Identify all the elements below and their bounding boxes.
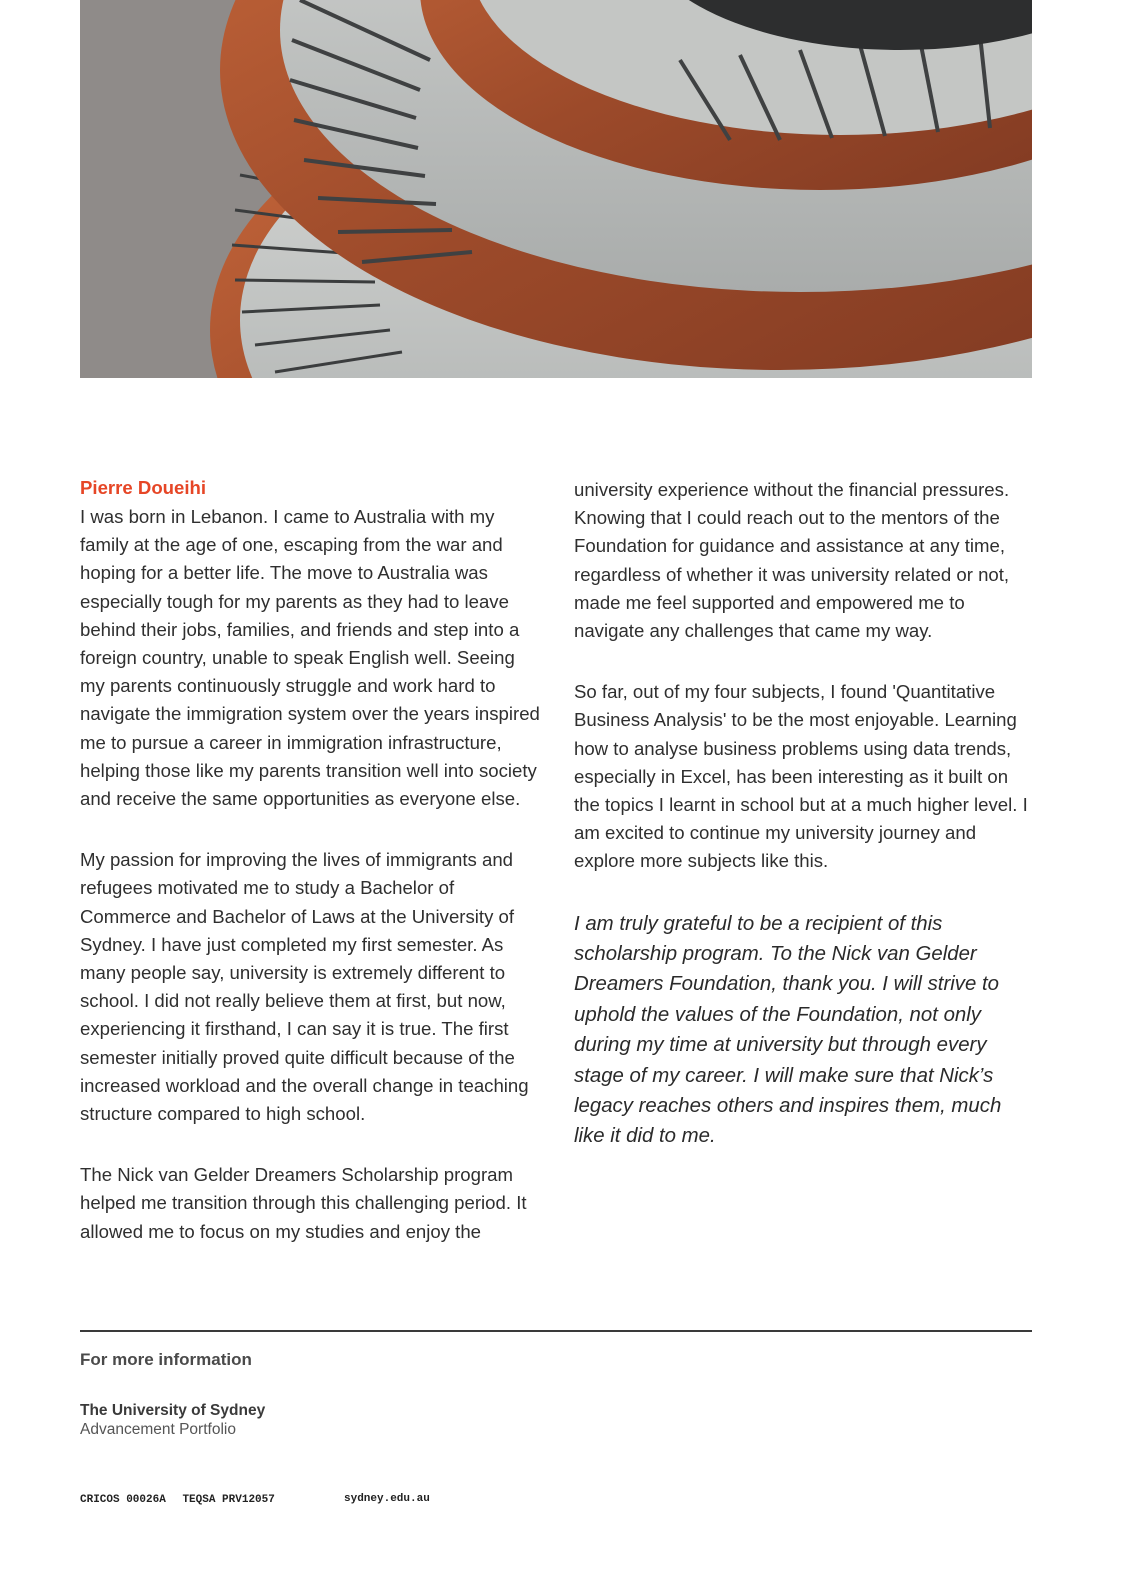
hero-image: [80, 0, 1032, 378]
cricos-code: CRICOS 00026A: [80, 1494, 166, 1506]
closing-quote: I am truly grateful to be a recipient of this scholarship program. To the Nick van Gelder Dreamers Foundation, thank you. I will strive to uphold the values of the Foundation, not only during my time at university but through every stage of my career. I will make sure that Nick’s legacy reaches others and inspires them, much like it did to me.: [574, 912, 1002, 1148]
spiral-staircase-illustration: [80, 0, 1032, 378]
paragraph: So far, out of my four subjects, I found 'Quantitative Business Analysis' to be the most enjoyable. Learning how to analyse business problems using data trends, especially in Excel, has been interesting as it built on the topics I learnt in school but at a much higher level. I am excited to continue my university journey and explore more subjects like this.: [574, 681, 1028, 872]
article-right-column: [574, 476, 1034, 1185]
paragraph: university experience without the financial pressures. Knowing that I could reach out to the mentors of the Foundation for guidance and assistance at any time, regardless of whether it was university related or not, made me feel supported and empowered me to navigate any challenges that came my way.: [574, 479, 1010, 642]
paragraph: My passion for improving the lives of immigrants and refugees motivated me to study a Bachelor of Commerce and Bachelor of Laws at the University of Sydney. I have just completed my first semester. As many people say, university is extremely different to school. I did not really believe them at first, but now, experiencing it firsthand, I can say it is true. The first semester initially proved quite difficult because of the increased workload and the overall change in teaching structure compared to high school.: [80, 849, 529, 1125]
author-name: Pierre Doueihi: [80, 477, 207, 498]
paragraph: I was born in Lebanon. I came to Australia with my family at the age of one, escaping from the war and hoping for a better life. The move to Australia was especially tough for my parents as they had to leave behind their jobs, families, and friends and step into a foreign country, unable to speak English well. Seeing my parents continuously struggle and work hard to navigate the immigration system over the years inspired me to pursue a career in immigration infrastructure, helping those like my parents transition well into society and receive the same opportunities as everyone else.: [80, 506, 540, 810]
more-info-heading: For more information: [80, 1350, 252, 1369]
website-link[interactable]: sydney.edu.au: [344, 1493, 430, 1505]
organisation-block: [80, 1401, 265, 1439]
teqsa-code: TEQSA PRV12057: [182, 1494, 275, 1506]
accreditation-codes: [80, 1494, 285, 1506]
article-left-column: [80, 476, 540, 1279]
paragraph: The Nick van Gelder Dreamers Scholarship program helped me transition through this challenging period. It allowed me to focus on my studies and enjoy the: [80, 1164, 527, 1242]
organisation-unit: Advancement Portfolio: [80, 1421, 236, 1438]
organisation-name: The University of Sydney: [80, 1402, 266, 1419]
footer-divider: [80, 1330, 1032, 1332]
